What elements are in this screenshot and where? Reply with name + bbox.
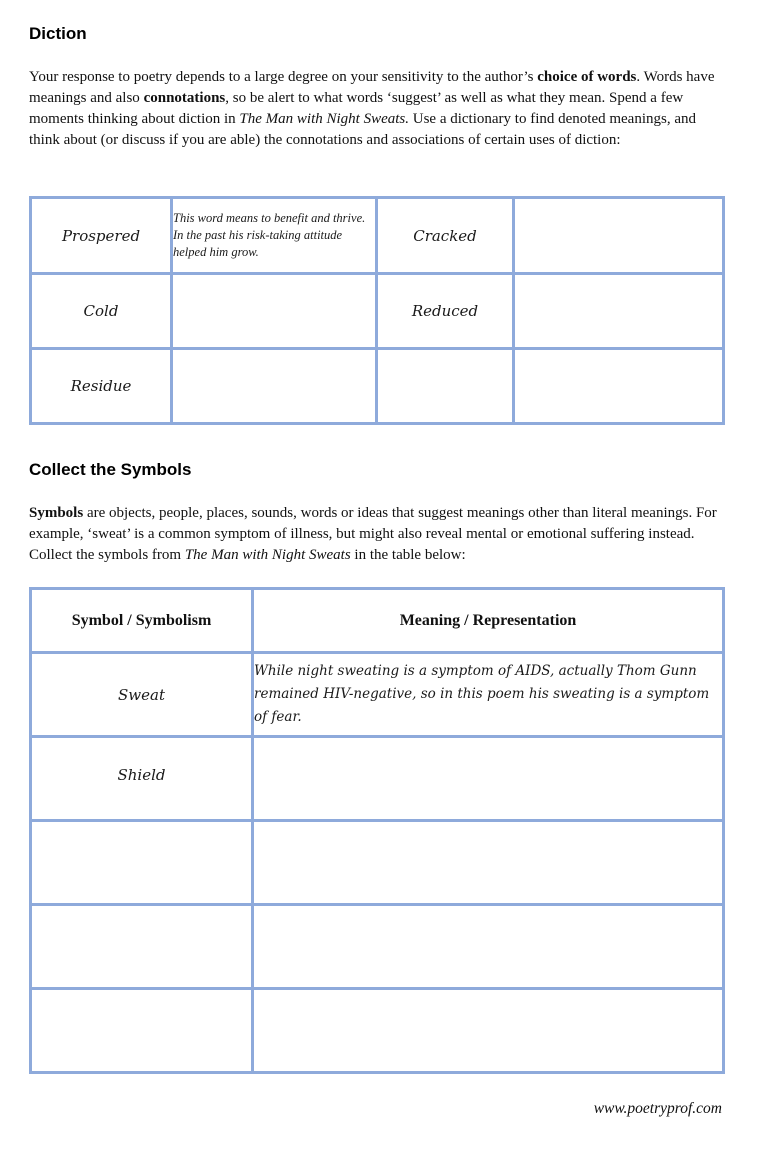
- symbols-header-row: [31, 589, 724, 653]
- footer-url: www.poetryprof.com: [593, 1100, 722, 1117]
- symbol-cell: Sweat: [31, 653, 253, 737]
- diction-note-cell[interactable]: [172, 349, 377, 424]
- symbols-row: [31, 989, 724, 1073]
- meaning-cell[interactable]: [253, 989, 724, 1073]
- diction-word-cell[interactable]: [377, 349, 514, 424]
- diction-word-cell: Cracked: [377, 198, 514, 274]
- diction-word-cell: Reduced: [377, 274, 514, 349]
- symbols-heading: Collect the Symbols: [29, 460, 192, 479]
- meaning-cell[interactable]: [253, 737, 724, 821]
- symbols-row: [31, 653, 724, 737]
- diction-row: [31, 274, 724, 349]
- symbol-cell: Shield: [31, 737, 253, 821]
- diction-row: [31, 198, 724, 274]
- symbol-cell[interactable]: [31, 989, 253, 1073]
- column-header-symbol: Symbol / Symbolism: [31, 589, 253, 653]
- diction-row: [31, 349, 724, 424]
- diction-word-cell: Cold: [31, 274, 172, 349]
- diction-note-cell[interactable]: [172, 274, 377, 349]
- diction-heading: Diction: [29, 24, 87, 43]
- symbol-cell[interactable]: [31, 905, 253, 989]
- symbols-row: [31, 905, 724, 989]
- symbols-intro: Symbols are objects, people, places, sounds, words or ideas that suggest meanings other than literal meanings. For example, ‘sweat’ is a common symptom of illness, but might also reveal mental or emotional suffering instead. Collect the symbols from The Man with Night Sweats in the table below:: [29, 505, 717, 563]
- symbols-table: [29, 587, 725, 1074]
- diction-note-cell[interactable]: This word means to benefit and thrive. In the past his risk-taking attitude helped him grow.: [172, 198, 377, 274]
- symbol-cell[interactable]: [31, 821, 253, 905]
- diction-note-cell[interactable]: [514, 198, 724, 274]
- diction-word-cell: Prospered: [31, 198, 172, 274]
- diction-note-cell[interactable]: [514, 349, 724, 424]
- symbols-row: [31, 737, 724, 821]
- diction-table: [29, 196, 725, 425]
- meaning-cell[interactable]: While night sweating is a symptom of AIDS, actually Thom Gunn remained HIV-negative, so in this poem his sweating is a symptom of fear.: [253, 653, 724, 737]
- diction-note-cell[interactable]: [514, 274, 724, 349]
- meaning-cell[interactable]: [253, 905, 724, 989]
- column-header-meaning: Meaning / Representation: [253, 589, 724, 653]
- diction-word-cell: Residue: [31, 349, 172, 424]
- diction-intro: Your response to poetry depends to a large degree on your sensitivity to the author’s choice of words. Words have meanings and also connotations, so be alert to what words ‘suggest’ as well as what they mean. Spend a few moments thinking about diction in The Man with Night Sweats. Use a dictionary to find denoted meanings, and think about (or discuss if you are able) the connotations and associations of certain uses of diction:: [29, 69, 715, 148]
- symbols-row: [31, 821, 724, 905]
- meaning-cell[interactable]: [253, 821, 724, 905]
